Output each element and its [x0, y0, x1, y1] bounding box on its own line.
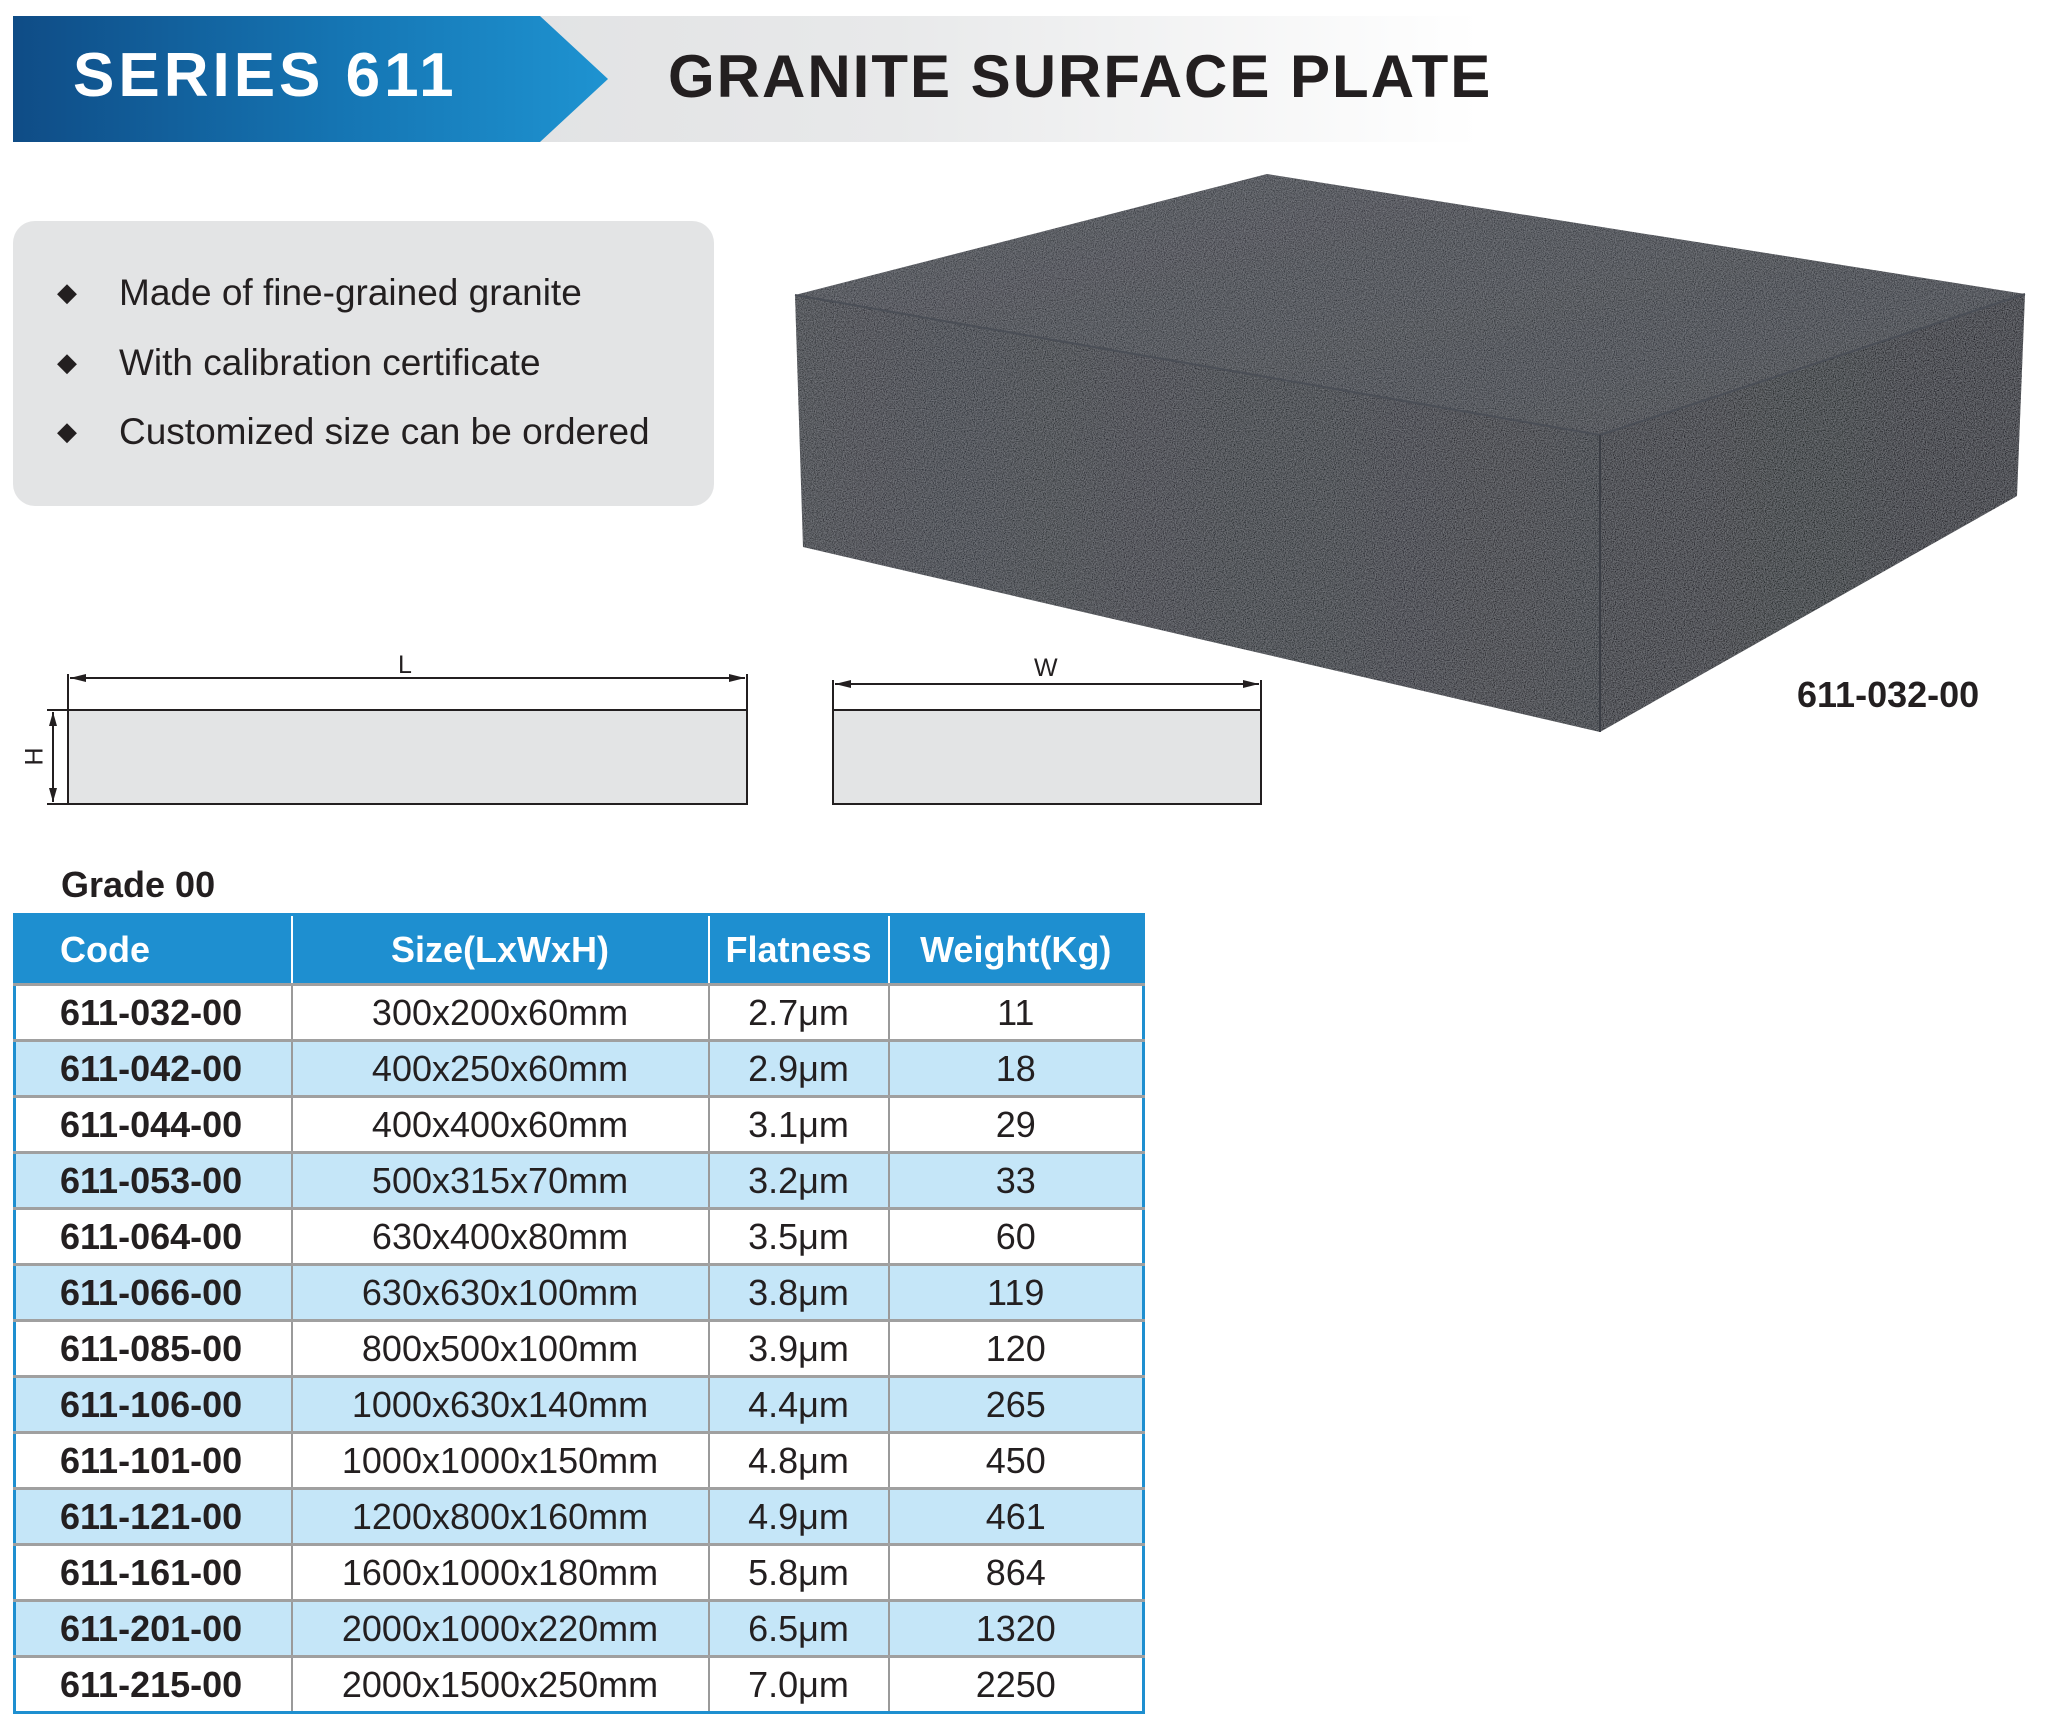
feature-item: ◆ Customized size can be ordered	[57, 411, 650, 452]
weight-cell: 60	[889, 1209, 1144, 1265]
size-cell: 1200x800x160mm	[292, 1489, 709, 1545]
product-title: GRANITE SURFACE PLATE	[668, 43, 1493, 110]
width-label: W	[1034, 654, 1058, 682]
table-row	[15, 1657, 1144, 1713]
table-row	[15, 1097, 1144, 1153]
flatness-cell: 5.8μm	[709, 1545, 889, 1601]
flatness-cell: 4.8μm	[709, 1433, 889, 1489]
code-cell: 611-042-00	[15, 1041, 292, 1097]
table-row	[15, 1209, 1144, 1265]
code-cell: 611-085-00	[15, 1321, 292, 1377]
size-cell: 300x200x60mm	[292, 985, 709, 1041]
table-row	[15, 1433, 1144, 1489]
flatness-cell: 6.5μm	[709, 1601, 889, 1657]
weight-cell: 120	[889, 1321, 1144, 1377]
weight-cell: 33	[889, 1153, 1144, 1209]
series-title: SERIES 611	[73, 41, 458, 110]
flatness-cell: 3.2μm	[709, 1153, 889, 1209]
size-cell: 1600x1000x180mm	[292, 1545, 709, 1601]
flatness-cell: 4.4μm	[709, 1377, 889, 1433]
diamond-bullet-icon: ◆	[57, 277, 77, 307]
spec-table	[13, 913, 1145, 1714]
table-row	[15, 1041, 1144, 1097]
weight-cell: 29	[889, 1097, 1144, 1153]
code-cell: 611-044-00	[15, 1097, 292, 1153]
code-cell: 611-032-00	[15, 985, 292, 1041]
size-cell: 2000x1000x220mm	[292, 1601, 709, 1657]
feature-item: ◆ Made of fine-grained granite	[57, 272, 582, 313]
weight-cell: 265	[889, 1377, 1144, 1433]
column-header: Code	[15, 915, 292, 985]
flatness-cell: 4.9μm	[709, 1489, 889, 1545]
code-cell: 611-101-00	[15, 1433, 292, 1489]
code-cell: 611-121-00	[15, 1489, 292, 1545]
column-header: Flatness	[709, 915, 889, 985]
flatness-cell: 3.9μm	[709, 1321, 889, 1377]
table-row	[15, 1489, 1144, 1545]
size-cell: 630x400x80mm	[292, 1209, 709, 1265]
table-row	[15, 1265, 1144, 1321]
code-cell: 611-064-00	[15, 1209, 292, 1265]
code-cell: 611-066-00	[15, 1265, 292, 1321]
diamond-bullet-icon: ◆	[57, 416, 77, 446]
flatness-cell: 3.8μm	[709, 1265, 889, 1321]
size-cell: 500x315x70mm	[292, 1153, 709, 1209]
table-row	[15, 985, 1144, 1041]
weight-cell: 18	[889, 1041, 1144, 1097]
size-cell: 1000x1000x150mm	[292, 1433, 709, 1489]
flatness-cell: 2.7μm	[709, 985, 889, 1041]
weight-cell: 119	[889, 1265, 1144, 1321]
weight-cell: 461	[889, 1489, 1144, 1545]
code-cell: 611-161-00	[15, 1545, 292, 1601]
grade-label: Grade 00	[61, 864, 216, 905]
weight-cell: 864	[889, 1545, 1144, 1601]
table-row	[15, 1601, 1144, 1657]
product-code-label: 611-032-00	[1797, 674, 1980, 715]
size-cell: 400x250x60mm	[292, 1041, 709, 1097]
size-cell: 800x500x100mm	[292, 1321, 709, 1377]
feature-item: ◆ With calibration certificate	[57, 342, 541, 383]
dimension-drawing	[0, 640, 1280, 820]
size-cell: 400x400x60mm	[292, 1097, 709, 1153]
weight-cell: 1320	[889, 1601, 1144, 1657]
size-cell: 1000x630x140mm	[292, 1377, 709, 1433]
code-cell: 611-106-00	[15, 1377, 292, 1433]
flatness-cell: 7.0μm	[709, 1657, 889, 1713]
table-row	[15, 1153, 1144, 1209]
code-cell: 611-215-00	[15, 1657, 292, 1713]
length-label: L	[398, 651, 412, 679]
weight-cell: 11	[889, 985, 1144, 1041]
table-row	[15, 1545, 1144, 1601]
column-header: Size(LxWxH)	[292, 915, 709, 985]
table-row	[15, 1321, 1144, 1377]
diamond-bullet-icon: ◆	[57, 347, 77, 377]
code-cell: 611-201-00	[15, 1601, 292, 1657]
size-cell: 630x630x100mm	[292, 1265, 709, 1321]
weight-cell: 2250	[889, 1657, 1144, 1713]
size-cell: 2000x1500x250mm	[292, 1657, 709, 1713]
length-view-rect	[68, 710, 747, 804]
weight-cell: 450	[889, 1433, 1144, 1489]
table-row	[15, 1377, 1144, 1433]
column-header: Weight(Kg)	[889, 915, 1144, 985]
height-label: H	[20, 747, 49, 766]
width-view-rect	[833, 710, 1261, 804]
flatness-cell: 3.5μm	[709, 1209, 889, 1265]
table-header-row	[15, 915, 1144, 985]
flatness-cell: 2.9μm	[709, 1041, 889, 1097]
flatness-cell: 3.1μm	[709, 1097, 889, 1153]
code-cell: 611-053-00	[15, 1153, 292, 1209]
